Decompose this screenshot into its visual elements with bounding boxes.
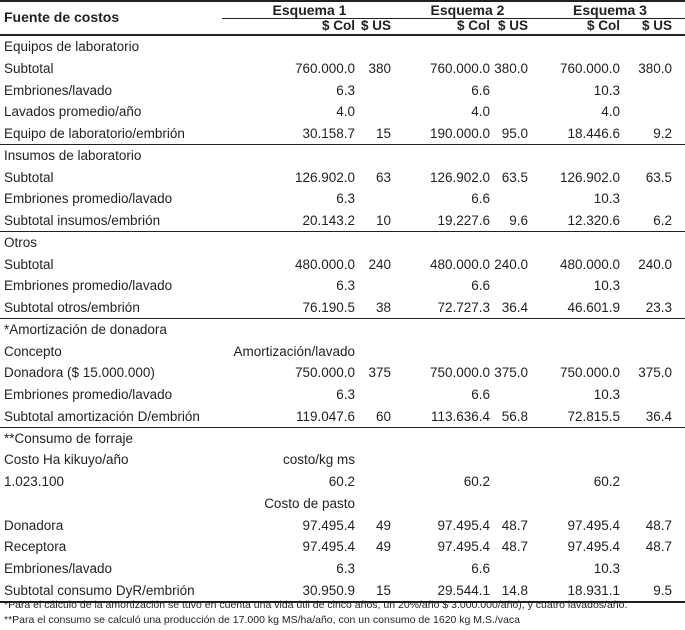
row-label: Embriones promedio/lavado	[4, 278, 173, 294]
header-label-column: Fuente de costos	[4, 9, 120, 25]
header-e3-us: $ US	[641, 18, 672, 33]
cell-value: 97.495.4	[302, 539, 355, 555]
section-title: Equipos de laboratorio	[4, 39, 140, 54]
row-label: Subtotal consumo DyR/embrión	[4, 582, 195, 598]
table-row	[0, 188, 685, 210]
cell-value: Costo de pasto	[264, 495, 355, 511]
cell-value: 29.544.1	[437, 582, 490, 598]
cell-value: 375.0	[494, 365, 528, 381]
header-group-esquema-3: Esquema 3	[573, 2, 647, 18]
cell-value: 95.0	[501, 126, 528, 141]
row-label: Subtotal	[4, 169, 54, 185]
cell-value: 6.3	[336, 387, 355, 402]
cell-value: 375	[368, 365, 391, 381]
cell-value: 15	[375, 126, 391, 141]
row-label: Equipo de laboratorio/embrión	[4, 126, 185, 141]
section-title-row	[0, 319, 685, 341]
table-row	[0, 254, 685, 276]
header-group-esquema-2: Esquema 2	[430, 2, 505, 18]
cell-value: 56.8	[501, 408, 528, 424]
cell-value: 113.636.4	[430, 408, 490, 424]
cell-value: 30.950.9	[302, 582, 355, 598]
footnote-forage: **Para el consumo se calculó una producción de 17.000 kg MS/ha/año, con un consumo de 1620 kg M.S./vaca	[4, 614, 520, 626]
table-row	[0, 341, 685, 363]
cell-value: 9.5	[653, 582, 672, 598]
section-title: **Consumo de forraje	[4, 430, 134, 446]
cell-value: 63.5	[501, 169, 528, 185]
cell-value: 10.3	[593, 561, 620, 576]
row-label: Subtotal	[4, 60, 54, 76]
footnote-amortization: *Para el cálculo de la amortización se tuvo en cuenta una vida útil de cinco años, un 20%/año $ 3.000.000/año), y cuatro lavados/año.	[4, 599, 628, 611]
cell-value: 10	[375, 213, 391, 228]
section-title: *Amortización de donadora	[4, 321, 167, 337]
row-label: Subtotal	[4, 256, 54, 272]
cell-value: 97.495.4	[567, 517, 620, 533]
cell-value: 6.2	[653, 213, 672, 228]
row-label: Embriones/lavado	[4, 561, 113, 576]
cell-value: 60.2	[593, 474, 620, 489]
cell-value: 15	[375, 582, 391, 598]
header-group-esquema-1: Esquema 1	[272, 2, 347, 18]
table-row	[0, 558, 685, 580]
cell-value: 6.3	[336, 191, 355, 207]
cell-value: 76.190.5	[302, 300, 355, 315]
table-row	[0, 210, 685, 232]
cell-value: 9.6	[509, 213, 528, 228]
table-row	[0, 58, 685, 80]
cell-value: 23.3	[645, 300, 672, 315]
section-title-row	[0, 145, 685, 167]
cell-value: 480.000.0	[559, 256, 620, 272]
cell-value: 375.0	[638, 365, 672, 381]
cell-value: 72.815.5	[567, 408, 620, 424]
cell-value: 48.7	[645, 517, 672, 533]
table-row	[0, 123, 685, 145]
table-row	[0, 406, 685, 428]
cell-value: 18.446.6	[567, 126, 620, 141]
table-row	[0, 493, 685, 515]
cell-value: 480.000.0	[294, 256, 355, 272]
cell-value: 48.7	[501, 539, 528, 555]
row-label: Concepto	[4, 343, 62, 359]
section-title-row	[0, 232, 685, 254]
cell-value: 6.3	[336, 278, 355, 294]
cell-value: 760.000.0	[294, 60, 355, 76]
cell-value: 380	[368, 60, 391, 76]
cell-value: 72.727.3	[437, 300, 490, 315]
section-title-row	[0, 36, 685, 58]
cell-value: 36.4	[645, 408, 672, 424]
cell-value: 240.0	[638, 256, 672, 272]
row-label: Receptora	[4, 539, 67, 555]
table-row	[0, 362, 685, 384]
cell-value: 119.047.6	[295, 408, 355, 424]
cell-value: 20.143.2	[302, 213, 355, 228]
table-row	[0, 80, 685, 102]
row-label: Embriones promedio/lavado	[4, 191, 173, 207]
table-row	[0, 384, 685, 406]
cell-value: 63.5	[645, 169, 672, 185]
table-row	[0, 449, 685, 471]
row-label: Subtotal insumos/embrión	[4, 213, 161, 228]
cell-value: 97.495.4	[567, 539, 620, 555]
cell-value: 240.0	[494, 256, 528, 272]
row-label: Lavados promedio/año	[4, 104, 142, 120]
table-row	[0, 515, 685, 537]
cell-value: 760.000.0	[429, 60, 490, 76]
row-label: Subtotal amortización D/embrión	[4, 408, 200, 424]
cell-value: 60	[375, 408, 391, 424]
cell-value: 380.0	[494, 60, 528, 76]
cell-value: 14.8	[501, 582, 528, 598]
table-row	[0, 167, 685, 189]
cell-value: 10.3	[593, 387, 620, 402]
cell-value: 60.2	[328, 474, 355, 489]
table-row	[0, 275, 685, 297]
row-label: 1.023.100	[4, 474, 65, 489]
cell-value: 480.000.0	[429, 256, 490, 272]
section-title: Insumos de laboratorio	[4, 147, 142, 163]
cell-value: 240	[368, 256, 391, 272]
cell-value: 49	[375, 539, 391, 555]
cell-value: 4.0	[601, 104, 620, 120]
table-row	[0, 471, 685, 493]
header-e1-us: $ US	[360, 18, 391, 33]
cell-value: 30.158.7	[302, 126, 355, 141]
cell-value: 6.6	[471, 561, 490, 576]
cell-value: 6.6	[471, 278, 490, 294]
cell-value: 126.902.0	[429, 169, 490, 185]
cell-value: 6.6	[471, 387, 490, 402]
cell-value: 750.000.0	[429, 365, 490, 381]
section-title: Otros	[4, 234, 38, 250]
table-row	[0, 536, 685, 558]
cell-value: 126.902.0	[294, 169, 355, 185]
row-label: Donadora	[4, 517, 64, 533]
cell-value: 9.2	[653, 126, 672, 141]
cell-value: 4.0	[471, 104, 490, 120]
cell-value: 49	[375, 517, 391, 533]
cell-value: 97.495.4	[302, 517, 355, 533]
header-e3-col: $ Col	[586, 18, 620, 33]
header-e2-us: $ US	[497, 18, 528, 33]
cell-value: Amortización/lavado	[233, 343, 355, 359]
row-label: Donadora ($ 15.000.000)	[4, 365, 155, 381]
cell-value: 190.000.0	[429, 126, 490, 141]
table-row	[0, 297, 685, 319]
cell-value: 18.931.1	[567, 582, 620, 598]
cell-value: 36.4	[501, 300, 528, 315]
cell-value: 12.320.6	[567, 213, 620, 228]
cell-value: 19.227.6	[437, 213, 490, 228]
cell-value: 4.0	[336, 104, 355, 120]
cell-value: 6.3	[336, 82, 355, 98]
cell-value: 6.6	[471, 191, 490, 207]
row-label: Costo Ha kikuyo/año	[4, 452, 129, 468]
cell-value: 97.495.4	[437, 539, 490, 555]
cell-value: 63	[375, 169, 391, 185]
section-title-row	[0, 428, 685, 450]
cell-value: costo/kg ms	[282, 452, 355, 468]
cell-value: 760.000.0	[559, 60, 620, 76]
cell-value: 750.000.0	[294, 365, 355, 381]
row-label: Embriones/lavado	[4, 82, 113, 98]
header-e1-col: $ Col	[321, 18, 355, 33]
cell-value: 10.3	[593, 191, 620, 207]
cell-value: 48.7	[645, 539, 672, 555]
cell-value: 38	[375, 300, 391, 315]
cell-value: 97.495.4	[437, 517, 490, 533]
row-label: Subtotal otros/embrión	[4, 300, 140, 315]
cell-value: 10.3	[593, 82, 620, 98]
cell-value: 60.2	[463, 474, 490, 489]
header-e2-col: $ Col	[456, 18, 490, 33]
row-label: Embriones promedio/lavado	[4, 387, 173, 402]
cell-value: 380.0	[638, 60, 672, 76]
cell-value: 46.601.9	[567, 300, 620, 315]
table-row	[0, 101, 685, 123]
cell-value: 48.7	[501, 517, 528, 533]
cell-value: 6.3	[336, 561, 355, 576]
cell-value: 10.3	[593, 278, 620, 294]
cell-value: 750.000.0	[559, 365, 620, 381]
cell-value: 6.6	[471, 82, 490, 98]
cell-value: 126.902.0	[559, 169, 620, 185]
